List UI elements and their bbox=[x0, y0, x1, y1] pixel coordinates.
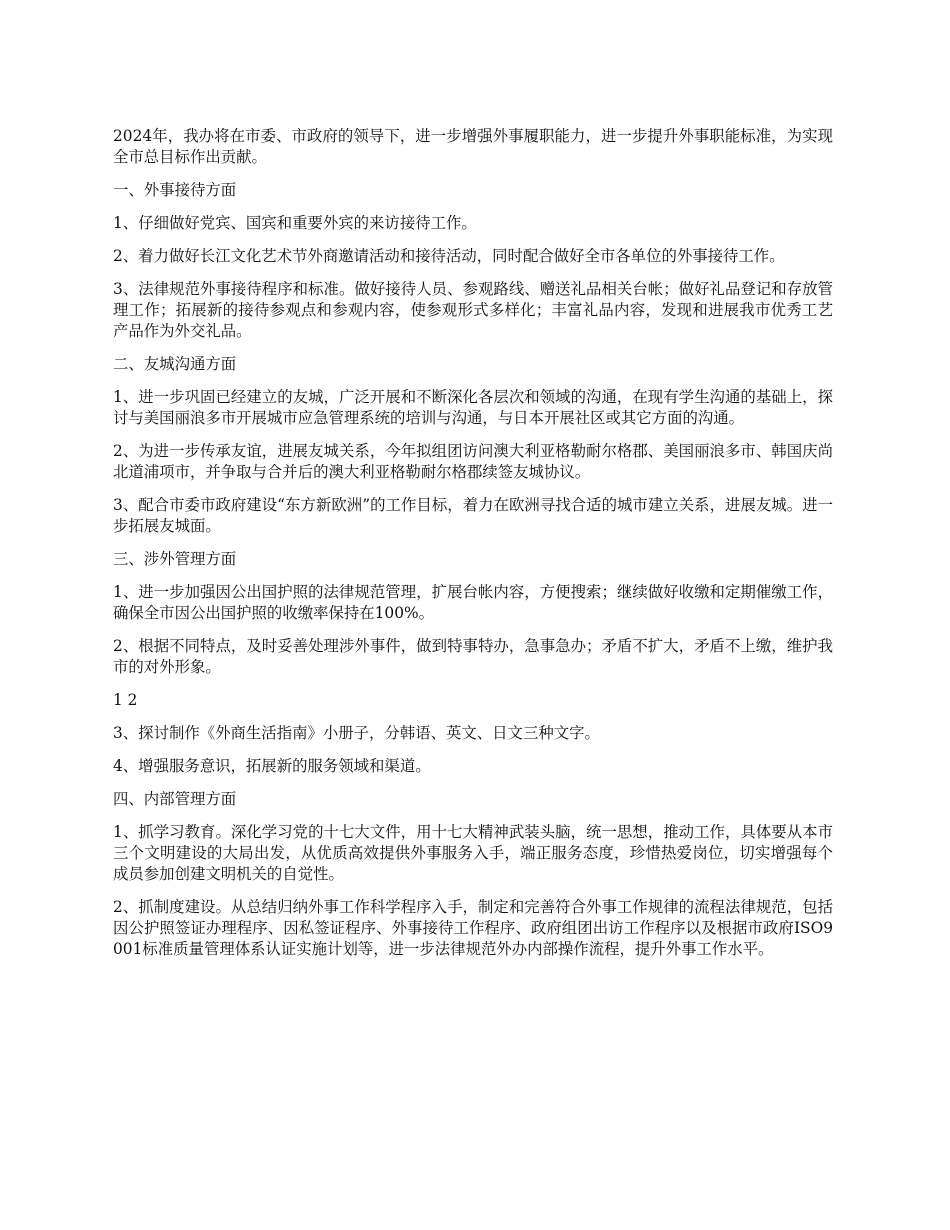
reception-item-1: 1、仔细做好党宾、国宾和重要外宾的来访接待工作。 bbox=[113, 214, 477, 232]
foreign-affairs-item-3: 3、探讨制作《外商生活指南》小册子，分韩语、英文、日文三种文字。 bbox=[113, 724, 600, 742]
reception-item-2: 2、着力做好长江文化艺术节外商邀请活动和接待活动，同时配合做好全市各单位的外事接待工作。 bbox=[113, 247, 785, 265]
internal-item-1: 1、抓学习教育。深化学习党的十七大文件，用十七大精神武装头脑，统一思想，推动工作，具体要从本市三个文明建设的大局出发，从优质高效提供外事服务入手，端正服务态度，珍惜热爱岗位，切实增强每个成员参加创建文明机关的自觉性。 bbox=[113, 823, 833, 883]
foreign-affairs-item-1: 1、进一步加强因公出国护照的法律规范管理，扩展台帐内容，方便搜索；继续做好收缴和定期催缴工作，确保全市因公出国护照的收缴率保持在100%。 bbox=[113, 583, 833, 622]
foreign-affairs-item-2: 2、根据不同特点，及时妥善处理涉外事件，做到特事特办，急事急办；矛盾不扩大，矛盾不上缴，维护我市的对外形象。 bbox=[113, 637, 833, 676]
section-heading-reception: 一、外事接待方面 bbox=[113, 181, 237, 199]
foreign-affairs-item-4: 4、增强服务意识，拓展新的服务领域和渠道。 bbox=[113, 757, 431, 775]
sister-city-item-2: 2、为进一步传承友谊，进展友城关系，今年拟组团访问澳大利亚格勒耐尔格郡、美国丽浪多市、韩国庆尚北道浦项市，并争取与合并后的澳大利亚格勒耐尔格郡续签友城协议。 bbox=[113, 442, 833, 481]
section-heading-internal: 四、内部管理方面 bbox=[113, 790, 237, 808]
intro-paragraph: 2024年，我办将在市委、市政府的领导下，进一步增强外事履职能力，进一步提升外事职能标准，为实现全市总目标作出贡献。 bbox=[113, 127, 833, 166]
page-number-marker: 1 2 bbox=[113, 691, 138, 709]
sister-city-item-1: 1、进一步巩固已经建立的友城，广泛开展和不断深化各层次和领域的沟通，在现有学生沟通的基础上，探讨与美国丽浪多市开展城市应急管理系统的培训与沟通，与日本开展社区或其它方面的沟通。 bbox=[113, 388, 833, 427]
section-heading-sister-cities: 二、友城沟通方面 bbox=[113, 355, 237, 373]
internal-item-2: 2、抓制度建设。从总结归纳外事工作科学程序入手，制定和完善符合外事工作规律的流程法律规范，包括因公护照签证办理程序、因私签证程序、外事接待工作程序、政府组团出访工作程序以及根据市政府ISO9001标准质量管理体系认证实施计划等，进一步法律规范外办内部操作流程，提升外事工作水平。 bbox=[113, 898, 833, 958]
section-heading-foreign-affairs: 三、涉外管理方面 bbox=[113, 550, 237, 568]
document-body bbox=[113, 126, 833, 972]
reception-item-3: 3、法律规范外事接待程序和标准。做好接待人员、参观路线、赠送礼品相关台帐；做好礼品登记和存放管理工作；拓展新的接待参观点和参观内容，使参观形式多样化；丰富礼品内容，发现和进展我市优秀工艺产品作为外交礼品。 bbox=[113, 280, 833, 340]
sister-city-item-3: 3、配合市委市政府建设“东方新欧洲”的工作目标，着力在欧洲寻找合适的城市建立关系，进展友城。进一步拓展友城面。 bbox=[113, 496, 833, 535]
